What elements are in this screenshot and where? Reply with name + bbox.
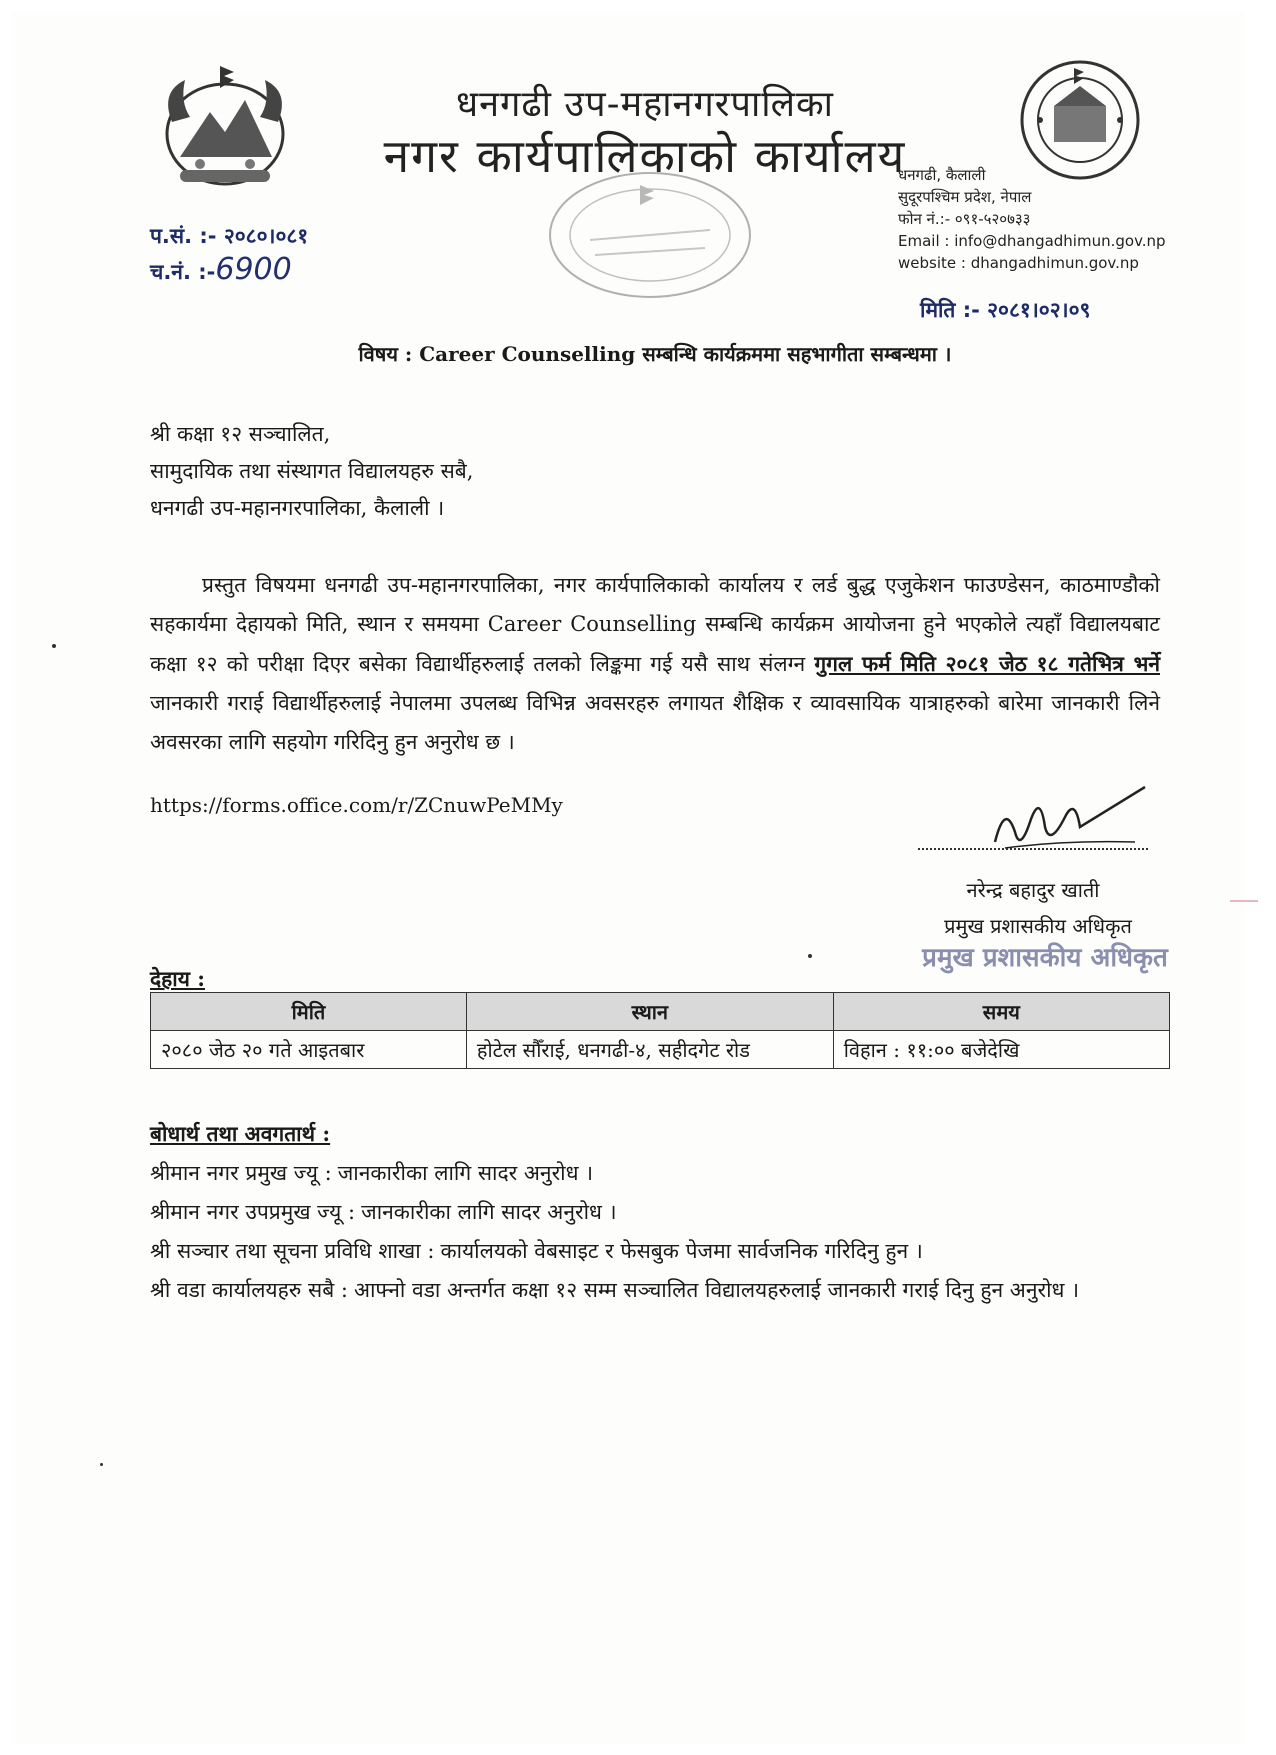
- contact-email: Email : info@dhangadhimun.gov.np: [898, 232, 1166, 250]
- contact-block: [898, 164, 1198, 274]
- cc-message: जानकारीका लागि सादर अनुरोध ।: [337, 1161, 594, 1185]
- contact-line: सुदूरपश्चिम प्रदेश, नेपाल: [898, 188, 1032, 206]
- dispatch-label: च.नं. :-: [150, 260, 216, 284]
- contact-line: धनगढी, कैलाली: [898, 166, 986, 184]
- cc-recipient: श्री वडा कार्यालयहरु सबै :: [150, 1278, 348, 1302]
- cc-list: [150, 1154, 1170, 1310]
- list-item: [150, 1193, 1170, 1232]
- signatory-title: प्रमुख प्रशासकीय अधिकृत: [944, 914, 1132, 938]
- letter-date: मिति :- २०८१।०२।०९: [920, 298, 1091, 322]
- signatory-stamp: प्रमुख प्रशासकीय अधिकृत: [922, 943, 1168, 973]
- scan-mark: [1230, 900, 1258, 902]
- schedule-table: [150, 992, 1170, 1069]
- dispatch-value: 6900: [215, 252, 292, 287]
- cc-label: बोधार्थ तथा अवगतार्थ :: [150, 1121, 331, 1146]
- cell-date: २०८० जेठ २० गते आइतबार: [151, 1031, 467, 1069]
- cc-recipient: श्रीमान नगर प्रमुख ज्यू :: [150, 1161, 332, 1185]
- scan-speck: [808, 954, 812, 958]
- nepal-emblem-icon: [150, 62, 300, 197]
- org-name: धनगढी उप-महानगरपालिका: [455, 84, 834, 125]
- table-row: [151, 1031, 1170, 1069]
- header-date: मिति: [151, 993, 467, 1031]
- addressee-block: [150, 416, 473, 527]
- form-link[interactable]: https://forms.office.com/r/ZCnuwPeMMy: [150, 793, 563, 817]
- table-header-row: [151, 993, 1170, 1031]
- subject-line: विषय : Career Counselling सम्बन्धि कार्यक्रममा सहभागीता सम्बन्धमा ।: [358, 342, 952, 366]
- contact-line: फोन नं.:- ०९१-५२०७३३: [898, 210, 1031, 228]
- office-name: नगर कार्यपालिकाको कार्यालय: [383, 129, 907, 183]
- signature-icon: [985, 782, 1155, 862]
- schedule-label: देहाय :: [150, 966, 205, 991]
- header-time: समय: [833, 993, 1169, 1031]
- addressee-line: धनगढी उप-महानगरपालिका, कैलाली ।: [150, 496, 445, 520]
- body-text: प्रस्तुत विषयमा धनगढी उप-महानगरपालिका, नगर कार्यपालिकाको कार्यालय र लर्ड बुद्ध एजुकेशन फाउण्डेसन, काठमाण्डौको सहकार्यमा देहायको मिति, स्थान र समयमा Career Counselling सम्बन्धि कार्यक्रम आयोजना हुने भएकोले त्यहाँ विद्यालयबाट कक्षा १२ को परीक्षा दिएर बसेका विद्यार्थीहरुलाई तलको लिङ्कमा गई यसै साथ संलग्न: [150, 573, 1160, 676]
- cc-message: आफ्नो वडा अन्तर्गत कक्षा १२ सम्म सञ्चालित विद्यालयहरुलाई जानकारी गराई दिनु हुन अनुरोध ।: [353, 1278, 1080, 1302]
- signature-line: [918, 848, 1148, 850]
- cc-message: कार्यालयको वेबसाइट र फेसबुक पेजमा सार्वजनिक गरिदिनु हुन ।: [440, 1239, 923, 1263]
- addressee-line: सामुदायिक तथा संस्थागत विद्यालयहरु सबै,: [150, 459, 474, 483]
- cc-recipient: श्रीमान नगर उपप्रमुख ज्यू :: [150, 1200, 356, 1224]
- addressee-line: श्री कक्षा १२ सञ्चालित,: [150, 422, 331, 446]
- signatory-name: नरेन्द्र बहादुर खाती: [966, 878, 1100, 902]
- contact-website: website : dhangadhimun.gov.np: [898, 254, 1139, 272]
- google-form-deadline: गुगल फर्म मिति २०८१ जेठ १८ गतेभित्र भर्ने: [814, 651, 1160, 676]
- list-item: [150, 1154, 1170, 1193]
- scan-speck: [100, 1463, 103, 1466]
- body-text: जानकारी गराई विद्यार्थीहरुलाई नेपालमा उपलब्ध विभिन्न अवसरहरु लगायत शैक्षिक र व्यावसायिक यात्राहरुको बारेमा जानकारी लिने अवसरका लागि सहयोग गरिदिनु हुन अनुरोध छ ।: [150, 691, 1160, 754]
- cc-recipient: श्री सञ्चार तथा सूचना प्रविधि शाखा :: [150, 1239, 435, 1263]
- cc-message: जानकारीका लागि सादर अनुरोध ।: [361, 1200, 617, 1224]
- header-venue: स्थान: [466, 993, 833, 1031]
- list-item: [150, 1232, 1170, 1271]
- list-item: [150, 1271, 1170, 1310]
- cell-time: विहान : ११:०० बजेदेखि: [833, 1031, 1169, 1069]
- body-paragraph: [150, 566, 1160, 762]
- dispatch-number: [150, 252, 292, 287]
- reference-number: प.सं. :- २०८०।०८१: [150, 224, 309, 248]
- cell-venue: होटेल सौँराई, धनगढी-४, सहीदगेट रोड: [466, 1031, 833, 1069]
- scan-speck: [52, 644, 56, 648]
